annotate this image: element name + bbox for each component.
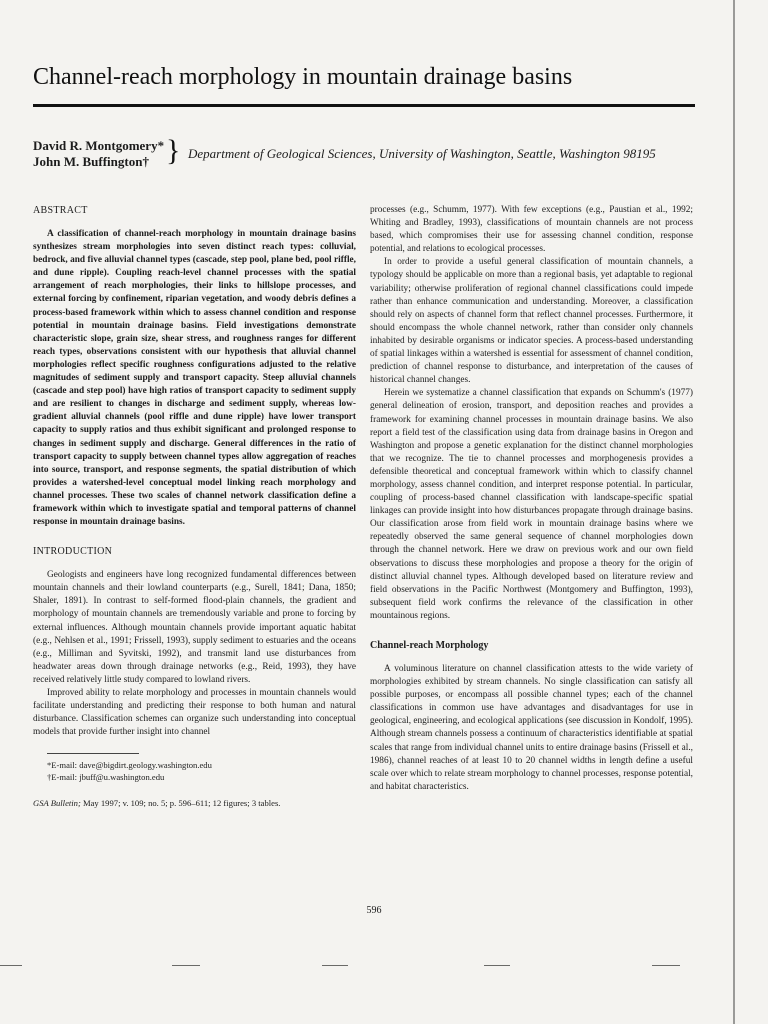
left-column bbox=[33, 204, 356, 809]
title-rule bbox=[33, 104, 695, 107]
body-paragraph: In order to provide a useful general classification of mountain channels, a typology should be applicable on more than a regional basis, yet adaptable to regional variability; otherwise proliferation of regional channel classifications could impede rather than enhance communication and understanding. Moreover, a classification should rely on aspects of channel form that reflect channel processes. Furthermore, it should encompass the whole channel network, rather than consider only channels inhabited by desirable organisms or indicator species. A process-based understanding of spatial linkages within a watershed is essential for assessment of channel condition, prediction of channel response to disturbance, and interpretation of the causes of historical channel changes. bbox=[370, 257, 693, 386]
author-brace: } bbox=[166, 134, 181, 167]
citation-line bbox=[33, 797, 356, 809]
page-number: 596 bbox=[366, 905, 382, 916]
article-title: Channel-reach morphology in mountain drainage basins bbox=[33, 64, 573, 90]
footnote: †E-mail: jbuff@u.washington.edu bbox=[47, 771, 165, 782]
author-list bbox=[33, 138, 173, 170]
scan-mark bbox=[172, 965, 200, 966]
footnote-rule bbox=[47, 753, 139, 754]
scan-mark bbox=[484, 965, 510, 966]
introduction-heading: INTRODUCTION bbox=[33, 546, 113, 558]
scan-mark bbox=[652, 965, 680, 966]
scan-mark bbox=[322, 965, 348, 966]
abstract-text: A classification of channel-reach morphology in mountain drainage basins synthesizes stream morphologies into seven distinct reach types: colluvial, bedrock, and five alluvial channel types (cascade, step pool, plane bed, pool riffle, and dune ripple). Coupling reach-level channel processes with the spatial arrangement of reach morphologies, their links to hillslope processes, and external forcing by confinement, riparian vegetation, and woody debris defines a process-based framework within which to assess channel condition and response potential in mountain drainage basins. Field investigations demonstrate characteristic slope, grain size, shear stress, and roughness ranges for different reach types, observations consistent with our hypothesis that alluvial channel morphologies reflect specific roughness configurations adjusted to the relative magnitudes of sediment supply and transport capacity. Steep alluvial channels (cascade and step pool) have high ratios of transport capacity to sediment supply and are resilient to changes in discharge and sediment supply, whereas low-gradient alluvial channels (pool riffle and dune ripple) have lower transport capacity to supply ratios and thus exhibit significant and prolonged response to changes in sediment supply and discharge. General differences in the ratio of transport capacity to supply between channel types allow aggregation of reaches into source, transport, and response segments, the spatial distribution of which provides a watershed-level conceptual model linking reach morphology and channel processes. These two scales of channel network classification define a framework within which to investigate spatial and temporal patterns of channel response in mountain drainage basins. bbox=[33, 229, 356, 528]
footnote: *E-mail: dave@bigdirt.geology.washington.edu bbox=[47, 760, 212, 771]
author-affiliation: Department of Geological Sciences, University of Washington, Seattle, Washington 98195 bbox=[188, 146, 656, 161]
citation-details: May 1997; v. 109; no. 5; p. 596–611; 12 figures; 3 tables. bbox=[80, 798, 281, 809]
body-paragraph: Herein we systematize a channel classification that expands on Schumm's (1977) general delineation of erosion, transport, and deposition reaches and provides a framework for examining channel processes in mountain drainage basins. We also report a field test of the classification using data from drainage basins in Oregon and Washington and propose a genetic explanation for the distinct channel morphologies that we recognize. The tie to channel processes and morphogenesis provides a defensible theoretical and conceptual framework within which to classify channel morphology, assess channel condition, and interpret response potential. In particular, coupling of process-based channel classification with landscape-specific spatial linkages can provide insight into how disturbances propagate through drainage basins. Our classification arose from field work in mountain drainage basins where we repeatedly observed the same general sequence of channel morphologies down through the channel network. Here we draw on previous work and our own field observations to discuss these morphologies and propose a theory for the origin of distinct alluvial channel types. Although developed based on literature review and field observations in the Pacific Northwest (Montgomery and Buffington, 1993), subsequent field work confirms the relevance of the classification in other mountainous regions. bbox=[370, 388, 693, 621]
body-paragraph: Improved ability to relate morphology and processes in mountain channels would facilitate understanding and predicting their response to both human and natural disturbance. Classification schemes can organize such understanding into conceptual models that provide further insight into channel bbox=[33, 688, 356, 738]
section-subheading: Channel-reach Morphology bbox=[370, 640, 489, 651]
body-paragraph: Geologists and engineers have long recognized fundamental differences between mountain channels and their lowland counterparts (e.g., Surell, 1841; Dana, 1850; Shaler, 1891). In contrast to self-formed flood-plain channels, the gradient and morphology of mountain channels are tremendously variable and prone to forcing by external influences. Although mountain channels provide important aquatic habitat (e.g., Nehlsen et al., 1991; Frissell, 1993), supply sediment to estuaries and the oceans (e.g., Milliman and Syvitski, 1992), and transmit land use disturbances from headwater areas down through drainage networks (e.g., Reid, 1993), they have received relatively little study compared to lowland rivers. bbox=[33, 570, 356, 685]
scan-edge-line bbox=[733, 0, 735, 1024]
abstract-heading: ABSTRACT bbox=[33, 205, 88, 216]
scan-mark bbox=[0, 965, 22, 966]
body-paragraph: processes (e.g., Schumm, 1977). With few exceptions (e.g., Paustian et al., 1992; Whiting and Bradley, 1993), classifications of mountain channels are not process based, which compromises their use for assessing channel condition, response potential, and relations to ecological processes. bbox=[370, 205, 693, 255]
author-name: John M. Buffington† bbox=[33, 154, 149, 169]
citation-journal: GSA Bulletin; bbox=[33, 798, 81, 809]
body-paragraph: A voluminous literature on channel classification attests to the wide variety of morphologies exhibited by stream channels. No single classification can satisfy all possible purposes, or encompass all possible channel types; each of the channel classifications in common use have advantages and disadvantages for use in geological, engineering, and ecological applications (see discussion in Kondolf, 1995). Although stream channels possess a continuum of characteristics identifiable at spatial scales that range from individual channel units to entire drainage basins (Frissell et al., 1986), channel reaches of at least 10 to 20 channel widths in length define a useful scale over which to relate stream morphology to channel processes, response potential, and habitat characteristics. bbox=[370, 664, 693, 792]
right-column bbox=[370, 204, 693, 794]
author-name: David R. Montgomery* bbox=[33, 138, 165, 153]
